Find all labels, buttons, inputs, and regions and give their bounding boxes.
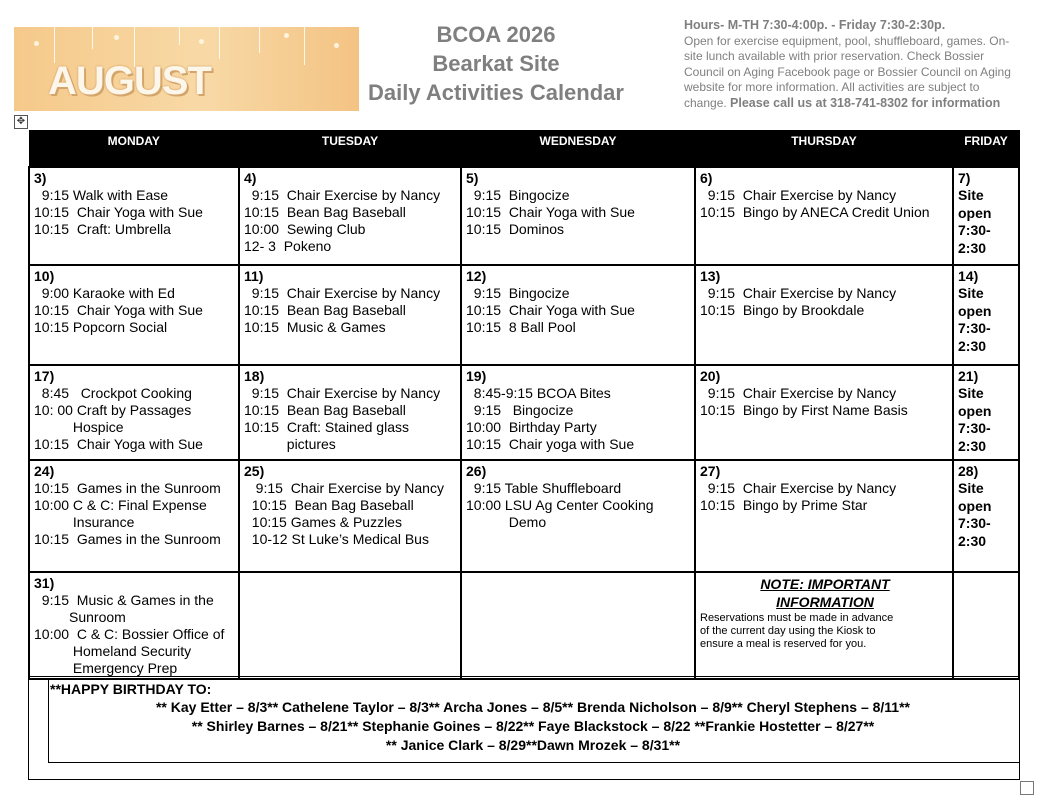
info-call: Please call us at 318-741-8302 for information bbox=[730, 95, 1001, 110]
important-note-cell bbox=[695, 572, 953, 679]
activity-line: 9:15 Music & Games in the bbox=[34, 592, 214, 608]
activity-line: 10:15 Bingo by ANECA Credit Union bbox=[700, 204, 930, 220]
day-cell-friday bbox=[953, 167, 1019, 265]
day-cell-wednesday bbox=[461, 365, 695, 460]
day-cell-thursday bbox=[695, 460, 953, 572]
activity-line: 12- 3 Pokeno bbox=[244, 238, 332, 254]
birthday-line-2: ** Shirley Barnes – 8/21** Stephanie Goines – 8/22** Faye Blackstock – 8/22 **Frankie Hostetter – 8/27** bbox=[191, 718, 875, 734]
activity-line: 10:15 Bean Bag Baseball bbox=[244, 402, 406, 418]
date-number: 11) bbox=[244, 268, 264, 284]
table-move-handle-icon[interactable]: ✥ bbox=[14, 115, 28, 129]
day-cell-thursday bbox=[695, 167, 953, 265]
activity-line: 9:15 Chair Exercise by Nancy bbox=[244, 385, 441, 401]
activity-line: 8:45 Crockpot Cooking bbox=[34, 385, 192, 401]
day-cell-thursday bbox=[695, 265, 953, 365]
note-title: NOTE: IMPORTANT bbox=[760, 576, 890, 592]
friday-hours-line: 7:30- bbox=[958, 420, 991, 436]
banner-string bbox=[179, 27, 180, 45]
activity-line: 10:15 Bean Bag Baseball bbox=[244, 204, 406, 220]
date-number: 18) bbox=[244, 368, 265, 384]
activity-line: 10:15 Craft: Stained glass bbox=[244, 419, 409, 435]
date-number: 12) bbox=[466, 268, 487, 284]
day-cell-monday bbox=[29, 460, 239, 572]
activity-line: 8:45-9:15 BCOA Bites bbox=[466, 385, 611, 401]
title-line-1: BCOA 2026 bbox=[436, 22, 556, 47]
date-number: 6) bbox=[700, 170, 713, 186]
friday-hours-line: open bbox=[958, 204, 992, 221]
activity-line: 9:15 Chair Exercise by Nancy bbox=[700, 285, 897, 301]
activity-line: Homeland Security bbox=[34, 643, 192, 659]
hours-text: Hours- M-TH 7:30-4:00p. - Friday 7:30-2:30p. bbox=[684, 18, 946, 32]
note-line: of the current day using the Kiosk to bbox=[700, 625, 876, 637]
activity-line: Insurance bbox=[34, 514, 135, 530]
activity-line: 9:15 Bingocize bbox=[466, 402, 574, 418]
birthday-line-3: ** Janice Clark – 8/29**Dawn Mrozek – 8/31** bbox=[385, 737, 681, 753]
note-title: INFORMATION bbox=[776, 594, 874, 610]
day-cell-monday bbox=[29, 365, 239, 460]
date-number: 31) bbox=[34, 575, 55, 591]
weekday-header-row bbox=[29, 130, 1019, 167]
day-cell-wednesday bbox=[461, 460, 695, 572]
day-cell-monday bbox=[29, 572, 239, 679]
activity-line: Emergency Prep bbox=[34, 660, 178, 676]
banner-string bbox=[219, 27, 220, 59]
date-number: 7) bbox=[958, 170, 971, 186]
friday-hours-line: Site bbox=[958, 187, 984, 203]
banner-light bbox=[34, 41, 39, 46]
header-wednesday: WEDNESDAY bbox=[461, 130, 695, 167]
activity-line: 10:15 Bingo by First Name Basis bbox=[700, 402, 908, 418]
activity-line: 10:00 Birthday Party bbox=[466, 419, 597, 435]
page-title bbox=[366, 20, 626, 107]
note-line: Reservations must be made in advance bbox=[700, 612, 894, 624]
header-tuesday: TUESDAY bbox=[239, 130, 461, 167]
title-line-2: Bearkat Site bbox=[432, 51, 560, 76]
day-cell-tuesday bbox=[239, 167, 461, 265]
week-row bbox=[29, 365, 1019, 460]
activity-line: 10:15 8 Ball Pool bbox=[466, 319, 576, 335]
table-resize-handle[interactable] bbox=[1020, 781, 1034, 795]
day-cell-friday bbox=[953, 265, 1019, 365]
date-number: 26) bbox=[466, 463, 487, 479]
activity-line: 10:15 Chair Yoga with Sue bbox=[34, 204, 203, 220]
activity-line: 9:15 Table Shuffleboard bbox=[466, 480, 622, 496]
date-number: 24) bbox=[34, 463, 55, 479]
activity-line: 9:00 Karaoke with Ed bbox=[34, 285, 175, 301]
friday-hours-line: Site bbox=[958, 480, 984, 496]
empty-day-cell bbox=[239, 572, 461, 679]
header-friday: FRIDAY bbox=[953, 130, 1019, 167]
activity-line: 10:15 Craft: Umbrella bbox=[34, 221, 171, 237]
banner-light bbox=[114, 35, 119, 40]
activity-line: 9:15 Bingocize bbox=[466, 285, 570, 301]
activity-line: 10:15 Games & Puzzles bbox=[244, 514, 402, 530]
friday-hours-line: 7:30- bbox=[958, 222, 991, 238]
date-number: 17) bbox=[34, 368, 55, 384]
day-cell-friday bbox=[953, 460, 1019, 572]
date-number: 14) bbox=[958, 268, 979, 284]
activity-line: 10:15 Bingo by Prime Star bbox=[700, 497, 868, 513]
friday-hours-line: 2:30 bbox=[958, 532, 987, 549]
activity-line: Sunroom bbox=[34, 609, 126, 625]
day-cell-monday bbox=[29, 167, 239, 265]
empty-day-cell bbox=[953, 572, 1019, 679]
friday-hours-line: 2:30 bbox=[958, 239, 987, 256]
friday-hours-line: 2:30 bbox=[958, 437, 987, 454]
birthday-heading: **HAPPY BIRTHDAY TO: bbox=[50, 681, 212, 697]
date-number: 4) bbox=[244, 170, 257, 186]
hours-info bbox=[684, 18, 1020, 111]
activity-line: 10:00 LSU Ag Center Cooking bbox=[466, 497, 654, 513]
friday-hours-line: open bbox=[958, 302, 992, 319]
birthday-line-1: ** Kay Etter – 8/3** Cathelene Taylor – 8/3** Archa Jones – 8/5** Brenda Nicholson – 8/9** Cheryl Stephens – 8/11** bbox=[155, 699, 910, 715]
friday-hours-line: open bbox=[958, 402, 992, 419]
activity-line: Hospice bbox=[34, 419, 124, 435]
banner-string bbox=[304, 27, 305, 65]
date-number: 3) bbox=[34, 170, 47, 186]
activity-line: 10:15 Bean Bag Baseball bbox=[244, 497, 414, 513]
date-number: 21) bbox=[958, 368, 979, 384]
day-cell-tuesday bbox=[239, 365, 461, 460]
friday-hours-line: 7:30- bbox=[958, 320, 991, 336]
banner-light bbox=[334, 43, 339, 48]
banner-string bbox=[54, 27, 55, 63]
calendar-table bbox=[28, 130, 1020, 680]
day-cell-monday bbox=[29, 265, 239, 365]
activity-line: 10:15 Popcorn Social bbox=[34, 319, 168, 335]
activity-line: 9:15 Chair Exercise by Nancy bbox=[700, 187, 897, 203]
activity-line: 10:15 Games in the Sunroom bbox=[34, 531, 221, 547]
friday-hours-line: open bbox=[958, 497, 992, 514]
week-row bbox=[29, 167, 1019, 265]
note-line: ensure a meal is reserved for you. bbox=[700, 638, 867, 650]
activity-line: 10:00 Sewing Club bbox=[244, 221, 366, 237]
date-number: 10) bbox=[34, 268, 55, 284]
day-cell-tuesday bbox=[239, 460, 461, 572]
date-number: 13) bbox=[700, 268, 721, 284]
activity-line: 9:15 Chair Exercise by Nancy bbox=[244, 187, 441, 203]
day-cell-friday bbox=[953, 365, 1019, 460]
day-cell-tuesday bbox=[239, 265, 461, 365]
banner-light bbox=[284, 33, 289, 38]
date-number: 20) bbox=[700, 368, 721, 384]
activity-line: 10:15 Dominos bbox=[466, 221, 565, 237]
activity-line: 9:15 Chair Exercise by Nancy bbox=[700, 480, 897, 496]
date-number: 5) bbox=[466, 170, 479, 186]
empty-day-cell bbox=[461, 572, 695, 679]
activity-line: 10:15 Chair Yoga with Sue bbox=[34, 302, 203, 318]
activity-line: 10:15 Music & Games bbox=[244, 319, 386, 335]
banner-string bbox=[259, 27, 260, 53]
date-number: 27) bbox=[700, 463, 721, 479]
activity-line: Demo bbox=[466, 514, 547, 530]
activity-line: 10:15 Chair Yoga with Sue bbox=[34, 436, 203, 452]
week-row bbox=[29, 265, 1019, 365]
activity-line: 9:15 Bingocize bbox=[466, 187, 570, 203]
activity-line: 10:00 C & C: Final Expense bbox=[34, 497, 207, 513]
activity-line: 10-12 St Luke’s Medical Bus bbox=[244, 531, 429, 547]
banner-word: AUGUST bbox=[48, 59, 211, 103]
activity-line: 10: 00 Craft by Passages bbox=[34, 402, 192, 418]
activity-line: 10:15 Chair Yoga with Sue bbox=[466, 204, 635, 220]
note-body bbox=[700, 612, 950, 651]
friday-hours-line: Site bbox=[958, 285, 984, 301]
week-row bbox=[29, 572, 1019, 679]
day-cell-thursday bbox=[695, 365, 953, 460]
august-banner bbox=[14, 27, 359, 111]
title-line-3: Daily Activities Calendar bbox=[368, 80, 624, 105]
activity-line: 10:15 Chair Yoga with Sue bbox=[466, 302, 635, 318]
activity-line: 10:15 Bean Bag Baseball bbox=[244, 302, 406, 318]
banner-string bbox=[92, 27, 93, 49]
banner-light bbox=[199, 39, 204, 44]
date-number: 25) bbox=[244, 463, 265, 479]
day-cell-wednesday bbox=[461, 167, 695, 265]
activity-line: 10:15 Bingo by Brookdale bbox=[700, 302, 865, 318]
activity-line: 10:15 Games in the Sunroom bbox=[34, 480, 221, 496]
date-number: 28) bbox=[958, 463, 979, 479]
friday-hours-line: 2:30 bbox=[958, 337, 987, 354]
activity-line: 9:15 Chair Exercise by Nancy bbox=[244, 285, 441, 301]
day-cell-wednesday bbox=[461, 265, 695, 365]
week-row bbox=[29, 460, 1019, 572]
info-body: Open for exercise equipment, pool, shuffleboard, games. On-site lunch available with prior reservation. Check Bossier Council on Aging Facebook page or Bossier Council on Aging website for more information. All activities are subject to change. bbox=[684, 33, 1011, 110]
date-number: 19) bbox=[466, 368, 487, 384]
header-thursday: THURSDAY bbox=[695, 130, 953, 167]
activity-line: 9:15 Chair Exercise by Nancy bbox=[244, 480, 444, 496]
header-monday: MONDAY bbox=[29, 130, 239, 167]
friday-hours-line: Site bbox=[958, 385, 984, 401]
friday-hours-line: 7:30- bbox=[958, 515, 991, 531]
activity-line: 10:00 C & C: Bossier Office of bbox=[34, 626, 225, 642]
activity-line: 10:15 Chair yoga with Sue bbox=[466, 436, 635, 452]
activity-line: 9:15 Walk with Ease bbox=[34, 187, 169, 203]
activity-line: pictures bbox=[244, 436, 336, 452]
activity-line: 9:15 Chair Exercise by Nancy bbox=[700, 385, 897, 401]
